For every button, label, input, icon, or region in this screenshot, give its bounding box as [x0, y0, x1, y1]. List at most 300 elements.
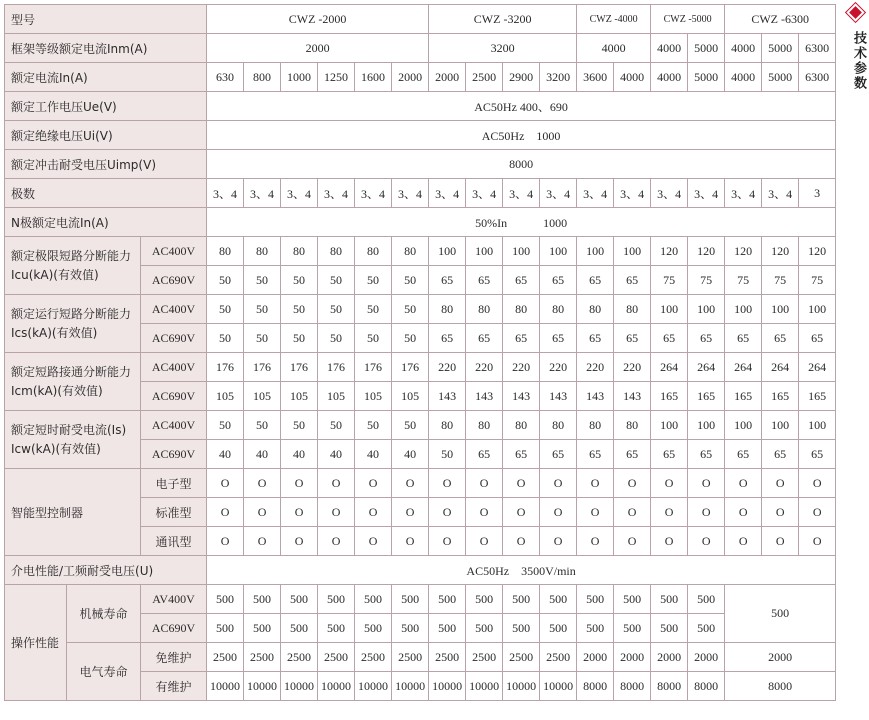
cell: 500	[429, 614, 466, 643]
cell: 75	[688, 266, 725, 295]
rated-voltage-value: AC50Hz 400、690	[207, 92, 836, 121]
impulse-voltage-label: 额定冲击耐受电压Uimp(V)	[5, 150, 207, 179]
cell: O	[651, 498, 688, 527]
cell: O	[244, 498, 281, 527]
cell: 50	[207, 266, 244, 295]
cell: 8000	[688, 672, 725, 701]
operation-sublabel: AV400V	[141, 585, 207, 614]
cell: 3、4	[392, 179, 429, 208]
cell: O	[577, 469, 614, 498]
cell: O	[281, 469, 318, 498]
row-icm-0	[5, 353, 836, 382]
insulation-voltage-label: 额定绝缘电压Ui(V)	[5, 121, 207, 150]
cell: 5000	[762, 34, 799, 63]
cell: 65	[614, 324, 651, 353]
cell: 65	[466, 440, 503, 469]
cell: 500	[651, 585, 688, 614]
cell: O	[725, 498, 762, 527]
cell: 65	[688, 324, 725, 353]
cell: 120	[725, 237, 762, 266]
cell: O	[799, 527, 836, 556]
row-n-pole-current	[5, 208, 836, 237]
row-ics-0	[5, 295, 836, 324]
cell: 220	[466, 353, 503, 382]
cell: 80	[429, 411, 466, 440]
cell: 220	[614, 353, 651, 382]
model-label: 型号	[5, 5, 207, 34]
cell: 50	[392, 295, 429, 324]
cell: 5000	[762, 63, 799, 92]
voltage-sublabel: AC690V	[141, 440, 207, 469]
cell: 800	[244, 63, 281, 92]
cell: 100	[725, 295, 762, 324]
cell: 100	[651, 411, 688, 440]
cell: 3200	[429, 34, 577, 63]
cell: 50	[318, 324, 355, 353]
cell: 2500	[466, 63, 503, 92]
cell: 10000	[281, 672, 318, 701]
cell: 6300	[799, 63, 836, 92]
cell: 80	[244, 237, 281, 266]
cell: 40	[355, 440, 392, 469]
cell: O	[503, 469, 540, 498]
cell: 105	[392, 382, 429, 411]
cell: 65	[688, 440, 725, 469]
cell: 100	[503, 237, 540, 266]
cell: 4000	[725, 34, 762, 63]
cell: 65	[651, 440, 688, 469]
cell: 10000	[392, 672, 429, 701]
cell: 80	[540, 411, 577, 440]
cell: 143	[614, 382, 651, 411]
cell: 40	[318, 440, 355, 469]
voltage-sublabel: AC690V	[141, 382, 207, 411]
cell: 220	[540, 353, 577, 382]
cell: 2500	[503, 643, 540, 672]
cell: O	[688, 469, 725, 498]
cell: O	[651, 527, 688, 556]
cell: 2000	[651, 643, 688, 672]
operation-sublabel: 有维护	[141, 672, 207, 701]
rated-current-label: 额定电流In(A)	[5, 63, 207, 92]
cell: 65	[799, 324, 836, 353]
cell: 500	[318, 614, 355, 643]
cell: 500	[577, 585, 614, 614]
cell: 5000	[688, 63, 725, 92]
cell: 500	[355, 614, 392, 643]
cell: O	[725, 469, 762, 498]
cell: 10000	[207, 672, 244, 701]
cell: 50	[281, 295, 318, 324]
model-group: CWZ -3200	[429, 5, 577, 34]
cell: 500	[355, 585, 392, 614]
cell: 10000	[429, 672, 466, 701]
cell: 264	[688, 353, 725, 382]
cell: 500	[207, 585, 244, 614]
cell: 500	[688, 614, 725, 643]
cell: 500	[614, 614, 651, 643]
operation-rows	[5, 585, 836, 701]
cell: 100	[799, 411, 836, 440]
cell: 105	[355, 382, 392, 411]
poles-label: 极数	[5, 179, 207, 208]
cell: 100	[688, 295, 725, 324]
cell: 105	[207, 382, 244, 411]
cell: O	[799, 498, 836, 527]
cell: 80	[503, 295, 540, 324]
cell: 80	[577, 411, 614, 440]
cell: 2500	[318, 643, 355, 672]
cell: 500	[318, 585, 355, 614]
ics-label: 额定运行短路分断能力Ics(kA)(有效值)	[5, 295, 141, 353]
cell: O	[614, 498, 651, 527]
cell: 50	[355, 295, 392, 324]
cell: 220	[577, 353, 614, 382]
side-title: 技术参数	[851, 31, 866, 91]
cell: 500	[466, 585, 503, 614]
cell: 500	[244, 585, 281, 614]
cell: 100	[762, 295, 799, 324]
cell: 50	[244, 324, 281, 353]
voltage-sublabel: AC400V	[141, 411, 207, 440]
operation-label: 操作性能	[5, 585, 67, 701]
cell: 2500	[466, 643, 503, 672]
cell: 165	[688, 382, 725, 411]
cell: 75	[725, 266, 762, 295]
cell: 50	[355, 411, 392, 440]
cell: 3、4	[281, 179, 318, 208]
cell: 176	[207, 353, 244, 382]
cell: O	[392, 527, 429, 556]
cell: 65	[577, 266, 614, 295]
dielectric-value: AC50Hz 3500V/min	[207, 556, 836, 585]
cell: 50	[281, 411, 318, 440]
cell: 65	[614, 440, 651, 469]
cell: O	[799, 469, 836, 498]
cell: 2500	[281, 643, 318, 672]
voltage-sublabel: AC690V	[141, 266, 207, 295]
row-dielectric	[5, 556, 836, 585]
cell: 176	[355, 353, 392, 382]
cell: 500	[503, 585, 540, 614]
cell: 10000	[355, 672, 392, 701]
cell: 100	[540, 237, 577, 266]
spec-table-wrapper	[4, 4, 836, 701]
cell: 50	[281, 266, 318, 295]
cell: 50	[355, 324, 392, 353]
voltage-sublabel: AC400V	[141, 295, 207, 324]
cell: O	[244, 469, 281, 498]
cell: O	[577, 498, 614, 527]
cell: 65	[503, 440, 540, 469]
cell: 80	[318, 237, 355, 266]
cell: 2500	[207, 643, 244, 672]
cell: 6300	[799, 34, 836, 63]
cell: 500	[651, 614, 688, 643]
cell: 10000	[503, 672, 540, 701]
cell: 143	[577, 382, 614, 411]
cell: 2500	[355, 643, 392, 672]
cell: 120	[651, 237, 688, 266]
cell: O	[762, 469, 799, 498]
row-icu-0	[5, 237, 836, 266]
cell: 4000	[725, 63, 762, 92]
cell: O	[688, 527, 725, 556]
cell: 2000	[207, 34, 429, 63]
cell: 120	[688, 237, 725, 266]
dielectric-label: 介电性能/工频耐受电压(U)	[5, 556, 207, 585]
cell: 120	[799, 237, 836, 266]
cell: 165	[762, 382, 799, 411]
cell: O	[762, 527, 799, 556]
model-group: CWZ -6300	[725, 5, 836, 34]
cell: 500	[281, 614, 318, 643]
row-rated-current	[5, 63, 836, 92]
cell: O	[207, 498, 244, 527]
mechanical-life-label: 机械寿命	[67, 585, 141, 643]
cell: O	[577, 527, 614, 556]
cell: 100	[651, 295, 688, 324]
cell: O	[281, 527, 318, 556]
cell: 143	[503, 382, 540, 411]
cell: 105	[318, 382, 355, 411]
cell: O	[503, 527, 540, 556]
cell: 65	[503, 324, 540, 353]
impulse-voltage-value: 8000	[207, 150, 836, 179]
insulation-voltage-value: AC50Hz 1000	[207, 121, 836, 150]
cell: 3、4	[577, 179, 614, 208]
cell: 105	[244, 382, 281, 411]
cell: 65	[466, 324, 503, 353]
cell: 4000	[651, 63, 688, 92]
cell: O	[281, 498, 318, 527]
cell: 105	[281, 382, 318, 411]
row-impulse-voltage	[5, 150, 836, 179]
cell: O	[614, 527, 651, 556]
cell: 100	[614, 237, 651, 266]
cell: 65	[725, 440, 762, 469]
cell: 120	[762, 237, 799, 266]
cell: 100	[688, 411, 725, 440]
cell: 3、4	[466, 179, 503, 208]
cell: 100	[799, 295, 836, 324]
cell: 165	[799, 382, 836, 411]
cell: 50	[318, 266, 355, 295]
cell: 165	[725, 382, 762, 411]
cell: O	[651, 469, 688, 498]
cell: 3、4	[207, 179, 244, 208]
controller-type-label: 通讯型	[141, 527, 207, 556]
merged-cell: 2000	[725, 643, 836, 672]
cell: 3、4	[503, 179, 540, 208]
cell: 8000	[614, 672, 651, 701]
cell: 75	[799, 266, 836, 295]
cell: 80	[503, 411, 540, 440]
cell: 80	[355, 237, 392, 266]
cell: 65	[577, 440, 614, 469]
controller-rows	[5, 469, 836, 556]
cell: 50	[244, 266, 281, 295]
row-operation-2	[5, 643, 836, 672]
cell: 65	[725, 324, 762, 353]
cell: 65	[762, 440, 799, 469]
cell: 80	[540, 295, 577, 324]
cell: O	[392, 469, 429, 498]
cell: 3、4	[651, 179, 688, 208]
cell: 80	[429, 295, 466, 324]
cell: 500	[429, 585, 466, 614]
cell: O	[207, 527, 244, 556]
cell: O	[429, 498, 466, 527]
cell: 2000	[392, 63, 429, 92]
electrical-life-label: 电气寿命	[67, 643, 141, 701]
cell: 3、4	[688, 179, 725, 208]
merged-cell: 8000	[725, 672, 836, 701]
cell: 50	[207, 295, 244, 324]
cell: 3、4	[429, 179, 466, 208]
breaking-rows	[5, 237, 836, 469]
cell: 40	[281, 440, 318, 469]
cell: 500	[577, 614, 614, 643]
cell: O	[466, 527, 503, 556]
cell: 100	[762, 411, 799, 440]
cell: 80	[281, 237, 318, 266]
controller-type-label: 电子型	[141, 469, 207, 498]
row-operation-0	[5, 585, 836, 614]
operation-sublabel: 免维护	[141, 643, 207, 672]
cell: 75	[651, 266, 688, 295]
cell: 2500	[244, 643, 281, 672]
cell: 500	[688, 585, 725, 614]
cell: O	[466, 469, 503, 498]
cell: 75	[762, 266, 799, 295]
cell: 65	[540, 324, 577, 353]
cell: 10000	[318, 672, 355, 701]
voltage-sublabel: AC690V	[141, 324, 207, 353]
cell: 500	[503, 614, 540, 643]
cell: 8000	[577, 672, 614, 701]
cell: 80	[466, 411, 503, 440]
cell: 2900	[503, 63, 540, 92]
model-group: CWZ -5000	[651, 5, 725, 34]
cell: 100	[725, 411, 762, 440]
cell: 40	[207, 440, 244, 469]
cell: 500	[207, 614, 244, 643]
cell: 65	[651, 324, 688, 353]
voltage-sublabel: AC400V	[141, 353, 207, 382]
cell: 50	[429, 440, 466, 469]
cell: 100	[429, 237, 466, 266]
cell: 3、4	[762, 179, 799, 208]
cell: O	[614, 469, 651, 498]
cell: 50	[392, 324, 429, 353]
row-rated-voltage	[5, 92, 836, 121]
merged-cell: 500	[725, 585, 836, 643]
side-section-marker	[846, 6, 866, 91]
cell: 65	[577, 324, 614, 353]
n-pole-current-value: 50%In 1000	[207, 208, 836, 237]
model-group: CWZ -4000	[577, 5, 651, 34]
icm-label: 额定短路接通分断能力Icm(kA)(有效值)	[5, 353, 141, 411]
cell: 630	[207, 63, 244, 92]
cell: 3600	[577, 63, 614, 92]
model-group: CWZ -2000	[207, 5, 429, 34]
cell: O	[540, 527, 577, 556]
cell: 220	[429, 353, 466, 382]
cell: 3	[799, 179, 836, 208]
cell: 50	[281, 324, 318, 353]
cell: 264	[799, 353, 836, 382]
cell: 10000	[244, 672, 281, 701]
cell: 500	[614, 585, 651, 614]
icu-label: 额定极限短路分断能力Icu(kA)(有效值)	[5, 237, 141, 295]
cell: O	[355, 469, 392, 498]
cell: 2500	[392, 643, 429, 672]
row-insulation-voltage	[5, 121, 836, 150]
cell: 50	[207, 411, 244, 440]
row-controller-0	[5, 469, 836, 498]
cell: 3、4	[725, 179, 762, 208]
cell: 2000	[429, 63, 466, 92]
cell: O	[318, 498, 355, 527]
cell: 500	[244, 614, 281, 643]
voltage-sublabel: AC400V	[141, 237, 207, 266]
cell: 500	[281, 585, 318, 614]
cell: O	[540, 498, 577, 527]
cell: 65	[503, 266, 540, 295]
cell: 2500	[429, 643, 466, 672]
cell: 176	[318, 353, 355, 382]
rated-voltage-label: 额定工作电压Ue(V)	[5, 92, 207, 121]
cell: 65	[540, 440, 577, 469]
cell: O	[318, 527, 355, 556]
cell: 4000	[577, 34, 651, 63]
n-pole-current-label: N极额定电流In(A)	[5, 208, 207, 237]
cell: 3200	[540, 63, 577, 92]
diamond-icon	[849, 6, 862, 19]
cell: 500	[540, 614, 577, 643]
cell: 4000	[651, 34, 688, 63]
cell: 80	[207, 237, 244, 266]
cell: O	[762, 498, 799, 527]
cell: 80	[577, 295, 614, 324]
row-model	[5, 5, 836, 34]
cell: 50	[244, 411, 281, 440]
cell: 3、4	[355, 179, 392, 208]
cell: 2000	[577, 643, 614, 672]
cell: 10000	[540, 672, 577, 701]
cell: 3、4	[540, 179, 577, 208]
cell: 220	[503, 353, 540, 382]
cell: 264	[651, 353, 688, 382]
cell: O	[466, 498, 503, 527]
cell: O	[392, 498, 429, 527]
cell: 100	[466, 237, 503, 266]
spec-table	[4, 4, 836, 701]
cell: 3、4	[244, 179, 281, 208]
cell: 2000	[688, 643, 725, 672]
cell: 40	[244, 440, 281, 469]
cell: O	[429, 469, 466, 498]
cell: O	[688, 498, 725, 527]
row-poles	[5, 179, 836, 208]
cell: 176	[392, 353, 429, 382]
cell: 3、4	[318, 179, 355, 208]
cell: 4000	[614, 63, 651, 92]
cell: 500	[466, 614, 503, 643]
cell: O	[503, 498, 540, 527]
cell: 2500	[540, 643, 577, 672]
